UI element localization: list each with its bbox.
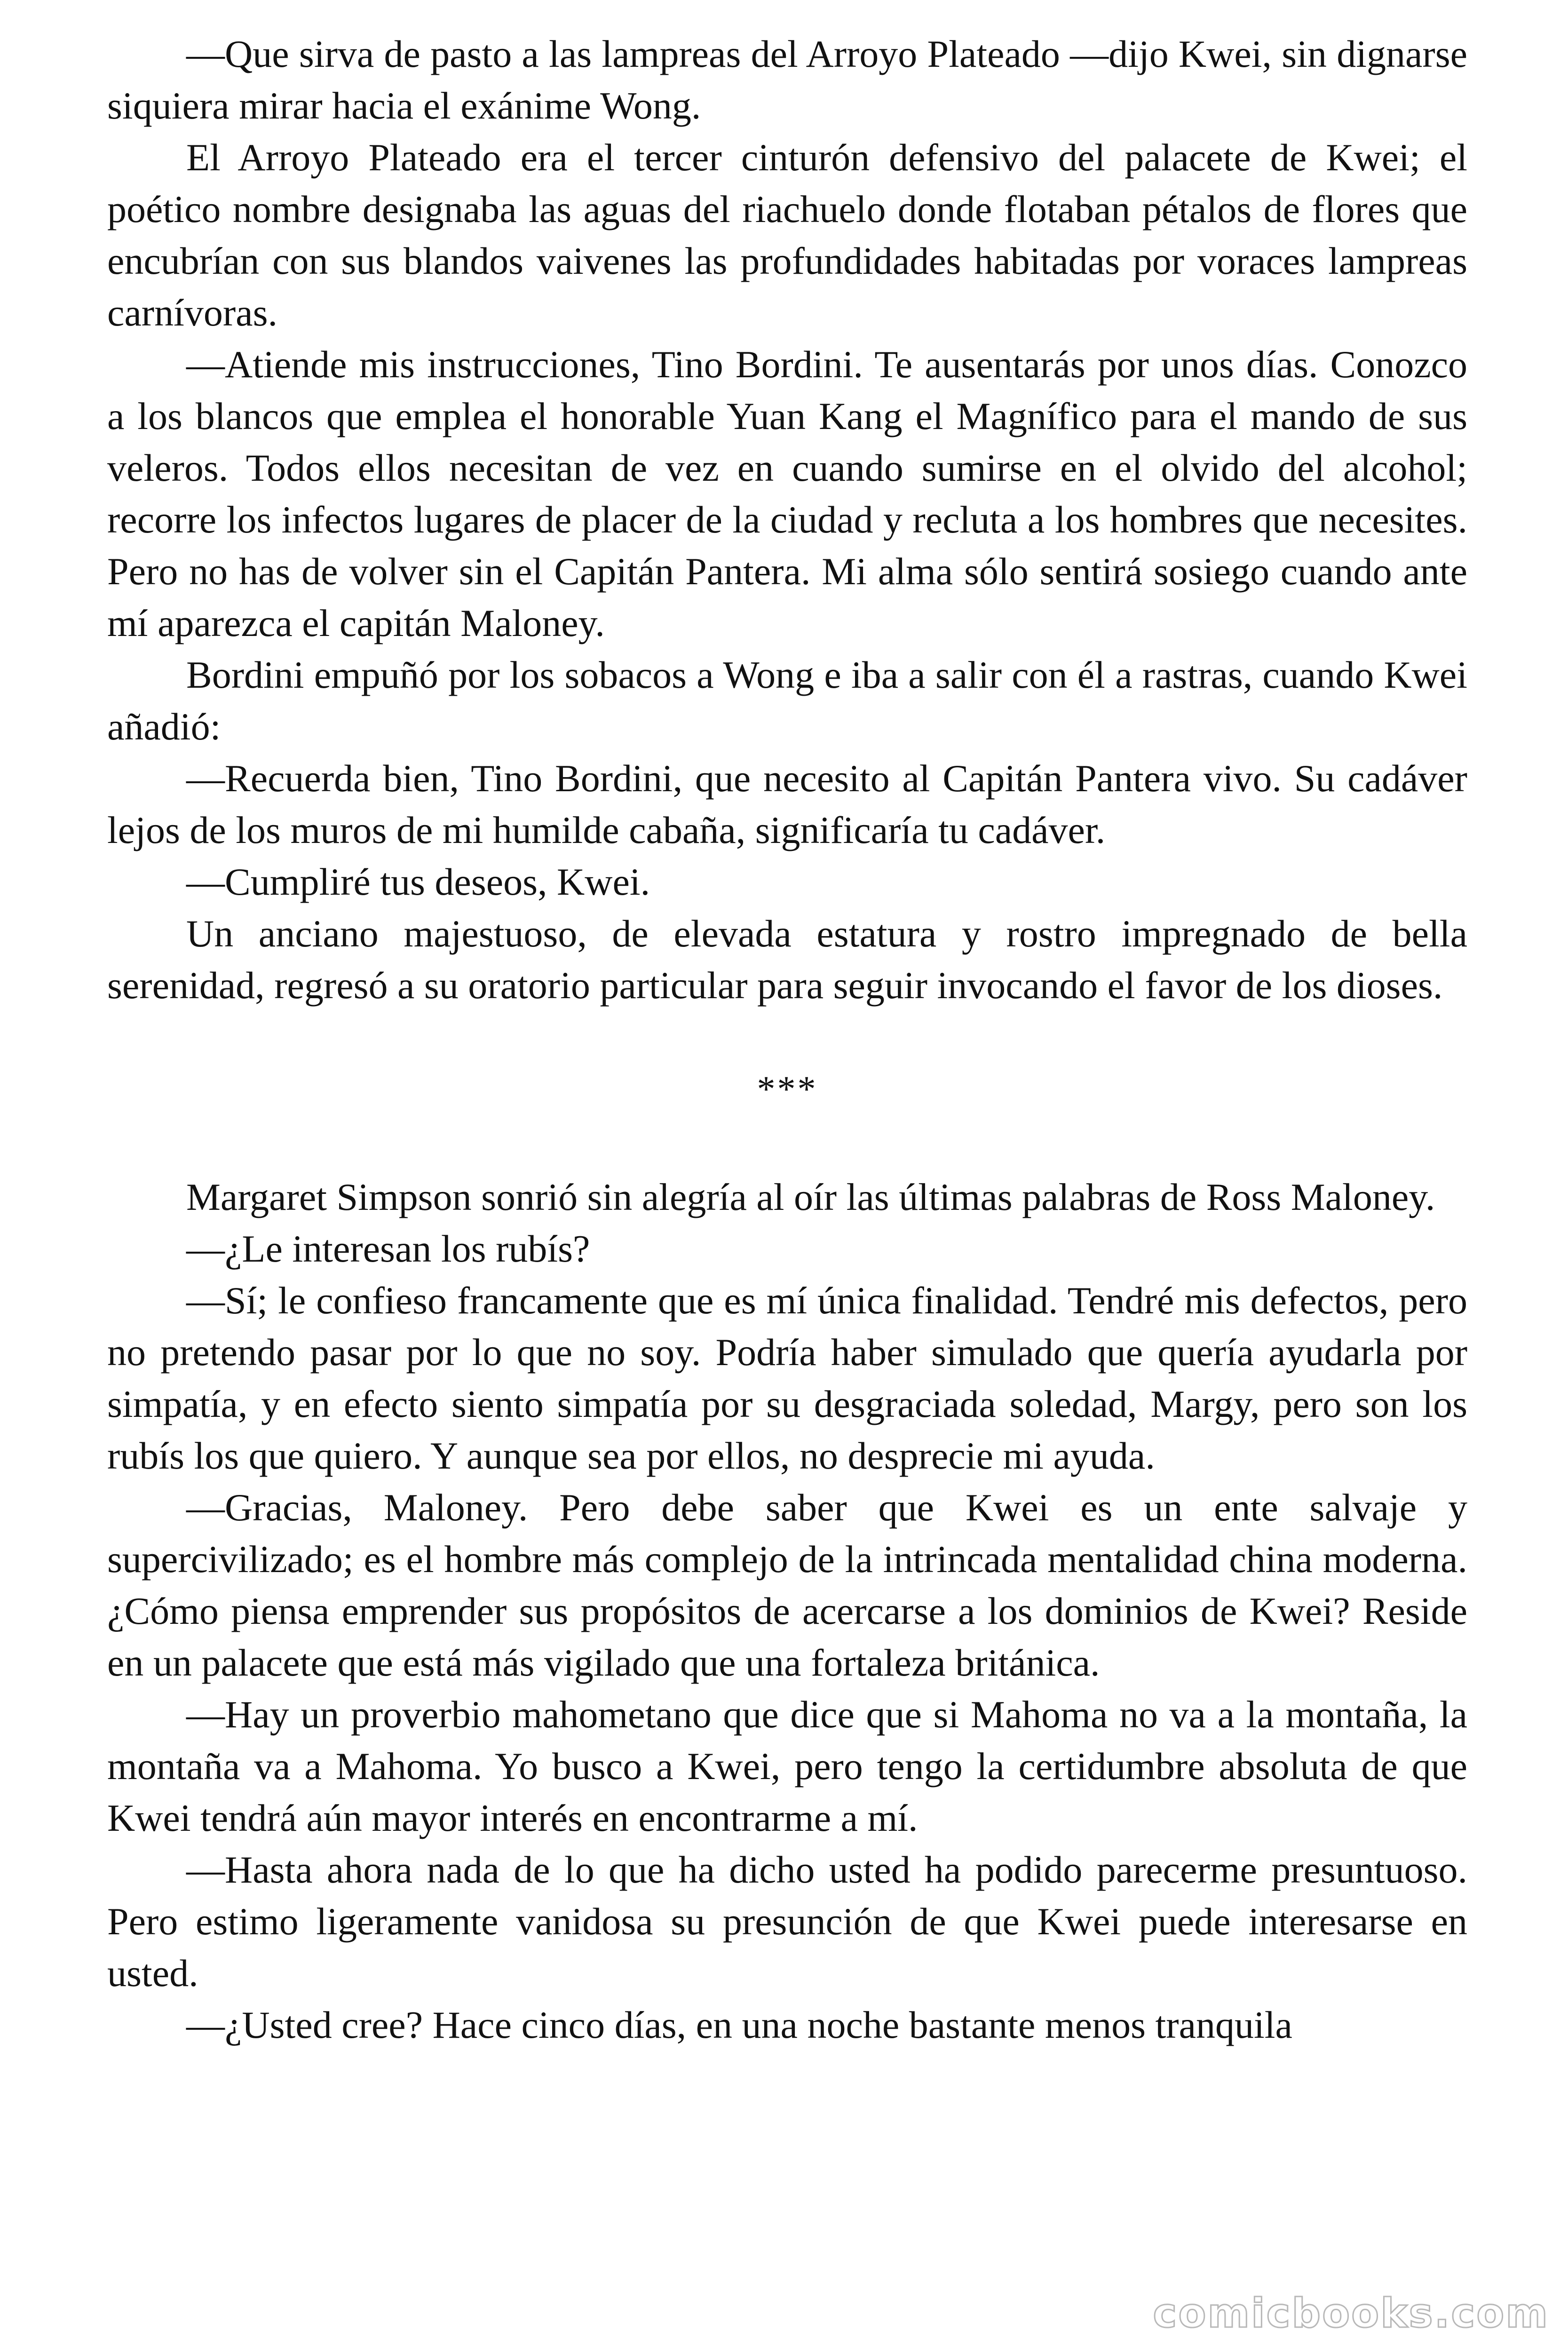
- paragraph: El Arroyo Plateado era el tercer cinturón defensivo del palacete de Kwei; el poético nombre designaba las aguas del riachuelo donde flotaban pétalos de flores que encubrían con sus blandos vaivenes las profundidades habitadas por voraces lampreas carnívoras.: [107, 136, 1467, 334]
- book-page: [107, 28, 1467, 2051]
- paragraph: —Cumpliré tus deseos, Kwei.: [186, 860, 650, 903]
- watermark: comicbooks.com: [1153, 2290, 1549, 2337]
- paragraph: Un anciano majestuoso, de elevada estatura y rostro impregnado de bella serenidad, regresó a su oratorio particular para seguir invocando el favor de los dioses.: [107, 912, 1467, 1007]
- paragraph: —Sí; le confieso francamente que es mí única finalidad. Tendré mis defectos, pero no pretendo pasar por lo que no soy. Podría haber simulado que quería ayudarla por simpatía, y en efecto siento simpatía por su desgraciada soledad, Margy, pero son los rubís los que quiero. Y aunque sea por ellos, no desprecie mi ayuda.: [107, 1279, 1467, 1477]
- paragraph: —¿Usted cree? Hace cinco días, en una noche bastante menos tranquila: [186, 2003, 1292, 2046]
- paragraph: —Recuerda bien, Tino Bordini, que necesito al Capitán Pantera vivo. Su cadáver lejos de los muros de mi humilde cabaña, significaría tu cadáver.: [107, 757, 1467, 851]
- section-separator: ***: [757, 1068, 818, 1109]
- paragraph: Bordini empuñó por los sobacos a Wong e iba a salir con él a rastras, cuando Kwei añadió:: [107, 653, 1467, 748]
- paragraph: —Atiende mis instrucciones, Tino Bordini. Te ausentarás por unos días. Conozco a los blancos que emplea el honorable Yuan Kang el Magnífico para el mando de sus veleros. Todos ellos necesitan de vez en cuando sumirse en el olvido del alcohol; recorre los infectos lugares de placer de la ciudad y recluta a los hombres que necesites. Pero no has de volver sin el Capitán Pantera. Mi alma sólo sentirá sosiego cuando ante mí aparezca el capitán Maloney.: [107, 343, 1467, 644]
- paragraph: —¿Le interesan los rubís?: [186, 1227, 590, 1270]
- paragraph: —Hay un proverbio mahometano que dice que si Mahoma no va a la montaña, la montaña va a Mahoma. Yo busco a Kwei, pero tengo la certidumbre absoluta de que Kwei tendrá aún mayor interés en encontrarme a mí.: [107, 1693, 1467, 1839]
- paragraph: Margaret Simpson sonrió sin alegría al oír las últimas palabras de Ross Maloney.: [186, 1176, 1435, 1218]
- paragraph: —Gracias, Maloney. Pero debe saber que Kwei es un ente salvaje y supercivilizado; es el hombre más complejo de la intrincada mentalidad china moderna. ¿Cómo piensa emprender sus propósitos de acercarse a los dominios de Kwei? Reside en un palacete que está más vigilado que una fortaleza británica.: [107, 1486, 1467, 1684]
- paragraph: —Que sirva de pasto a las lampreas del Arroyo Plateado —dijo Kwei, sin dignarse siquiera mirar hacia el exánime Wong.: [107, 32, 1467, 127]
- paragraph: —Hasta ahora nada de lo que ha dicho usted ha podido parecerme presuntuoso. Pero estimo ligeramente vanidosa su presunción de que Kwei puede interesarse en usted.: [107, 1848, 1467, 1994]
